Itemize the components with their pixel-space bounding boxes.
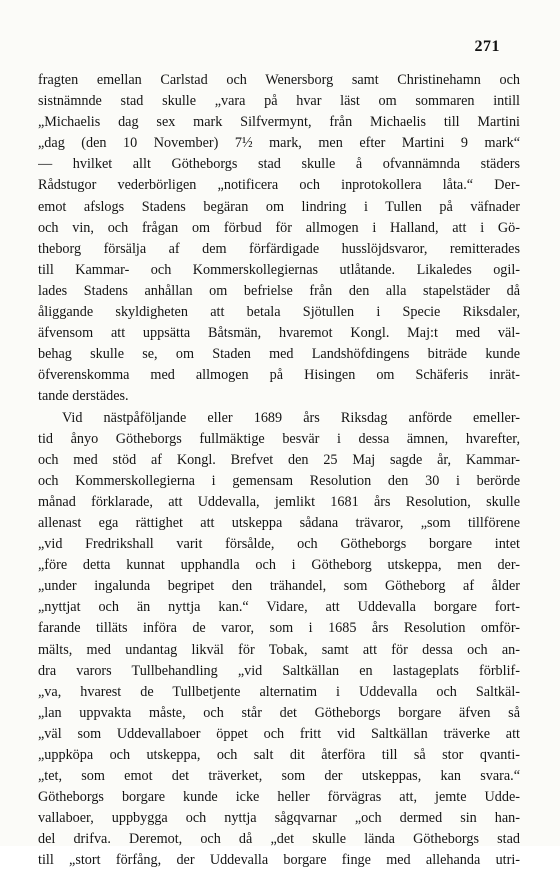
text-line: „väl som Uddevallaboer öppet och fritt vid Saltkällan träverke att (38, 725, 520, 742)
text-line: „före detta kunnat upphandla och i Götheborg utskeppa, men der- (38, 557, 520, 574)
text-line: Vid nästpåföljande eller 1689 års Riksdag anförde emeller- (62, 409, 520, 426)
text-line: — hvilket allt Götheborgs stad skulle å ofvannämnda städers (38, 156, 520, 173)
text-line: och Kommerskollegierna i gemensam Resolution den 30 i berörde (38, 472, 520, 489)
text-line: Rådstugor vederbörligen „notificera och inprotokollera låta.“ Der- (38, 177, 520, 194)
text-line: mälts, med undantag likväl för Tobak, samt att för dessa och an- (38, 641, 520, 658)
text-line: tande derstädes. (38, 388, 129, 405)
text-line: theborg försälja af dem förfärdigade husslöjdsvaror, remitterades (38, 240, 520, 257)
text-line: dra varors Tullbehandling „vid Saltkällan en lastageplats förblif- (38, 662, 520, 679)
text-line: och vin, och frågan om förbud för allmogen i Halland, att i Gö- (38, 219, 520, 236)
text-line: behag skulle se, om Staden med Landshöfdingens biträde kunde (38, 346, 520, 363)
text-line: fragten emellan Carlstad och Wenersborg samt Christinehamn och (38, 72, 520, 88)
text-line: månad förklarade, att Uddevalla, jemlikt 1681 års Resolution, skulle (38, 493, 520, 510)
text-line: till Kammar- och Kommerskollegiernas utlåtande. Likaledes ogil- (38, 261, 520, 278)
text-line: „nyttjat och än nyttja kan.“ Vidare, att Uddevalla borgare fort- (38, 599, 520, 616)
text-line: till „stort förfång, der Uddevalla borgare finge med allehanda utri- (38, 852, 520, 869)
text-line: „uppköpa och utskeppa, och salt dit återföra till så stor qvanti- (38, 747, 520, 763)
text-line: vallaboer, uppbygga och nyttja sågqvarnar „och dermed sin han- (38, 810, 520, 827)
text-line: „va, hvarest de Tullbetjente alternatim i Uddevalla och Saltkäl- (38, 683, 520, 700)
text-line: och med stöd af Kongl. Brefvet den 25 Maj sagde år, Kammar- (38, 451, 520, 468)
text-line: Götheborgs borgare kunde icke heller förvägras att, jemte Udde- (38, 789, 520, 806)
text-line: „tet, som emot det träverket, som der utskeppas, kan svara.“ (38, 768, 520, 785)
text-line: äfvensom att uppsätta Båtsmän, hvaremot Kongl. Maj:t med väl- (38, 325, 520, 342)
page-number: 271 (474, 38, 500, 55)
text-line: „under ingalunda begripet den trähandel, som Götheborg af ålder (38, 578, 520, 595)
text-line: tid ånyo Götheborgs fullmäktige besvär i dessa ämnen, hvarefter, (38, 430, 520, 447)
text-line: emot afslogs Stadens begäran om lindring i Tullen på väfnader (38, 198, 520, 215)
text-line: allenast ega rättighet att utskeppa sådana trävaror, „som tillförene (38, 514, 520, 531)
text-line: „Michaelis dag sex mark Silfvermynt, från Michaelis till Martini (38, 114, 520, 131)
text-line: sistnämnde stad skulle „vara på hvar läst om sommaren intill (38, 93, 520, 110)
text-line: „vid Fredrikshall varit försålde, och Götheborgs borgare intet (38, 536, 520, 553)
text-line: del drifva. Deremot, och då „det skulle lända Götheborgs stad (38, 831, 520, 848)
text-line: farande tilläts införa de varor, som i 1685 års Resolution omför- (38, 620, 520, 637)
text-line: åliggande skyldigheten att betala Sjötullen i Specie Riksdaler, (38, 304, 520, 321)
text-line: öfverenskomma med allmogen på Hisingen om Schäferis inrät- (38, 367, 520, 384)
text-line: „lan uppvakta måste, och står det Götheborgs borgare äfven så (38, 704, 520, 721)
body-text (38, 70, 520, 872)
text-line: „dag (den 10 November) 7½ mark, men efter Martini 9 mark“ (38, 135, 520, 152)
text-line: lades Stadens anhållan om befrielse från den alla stapelstäder då (38, 282, 520, 299)
